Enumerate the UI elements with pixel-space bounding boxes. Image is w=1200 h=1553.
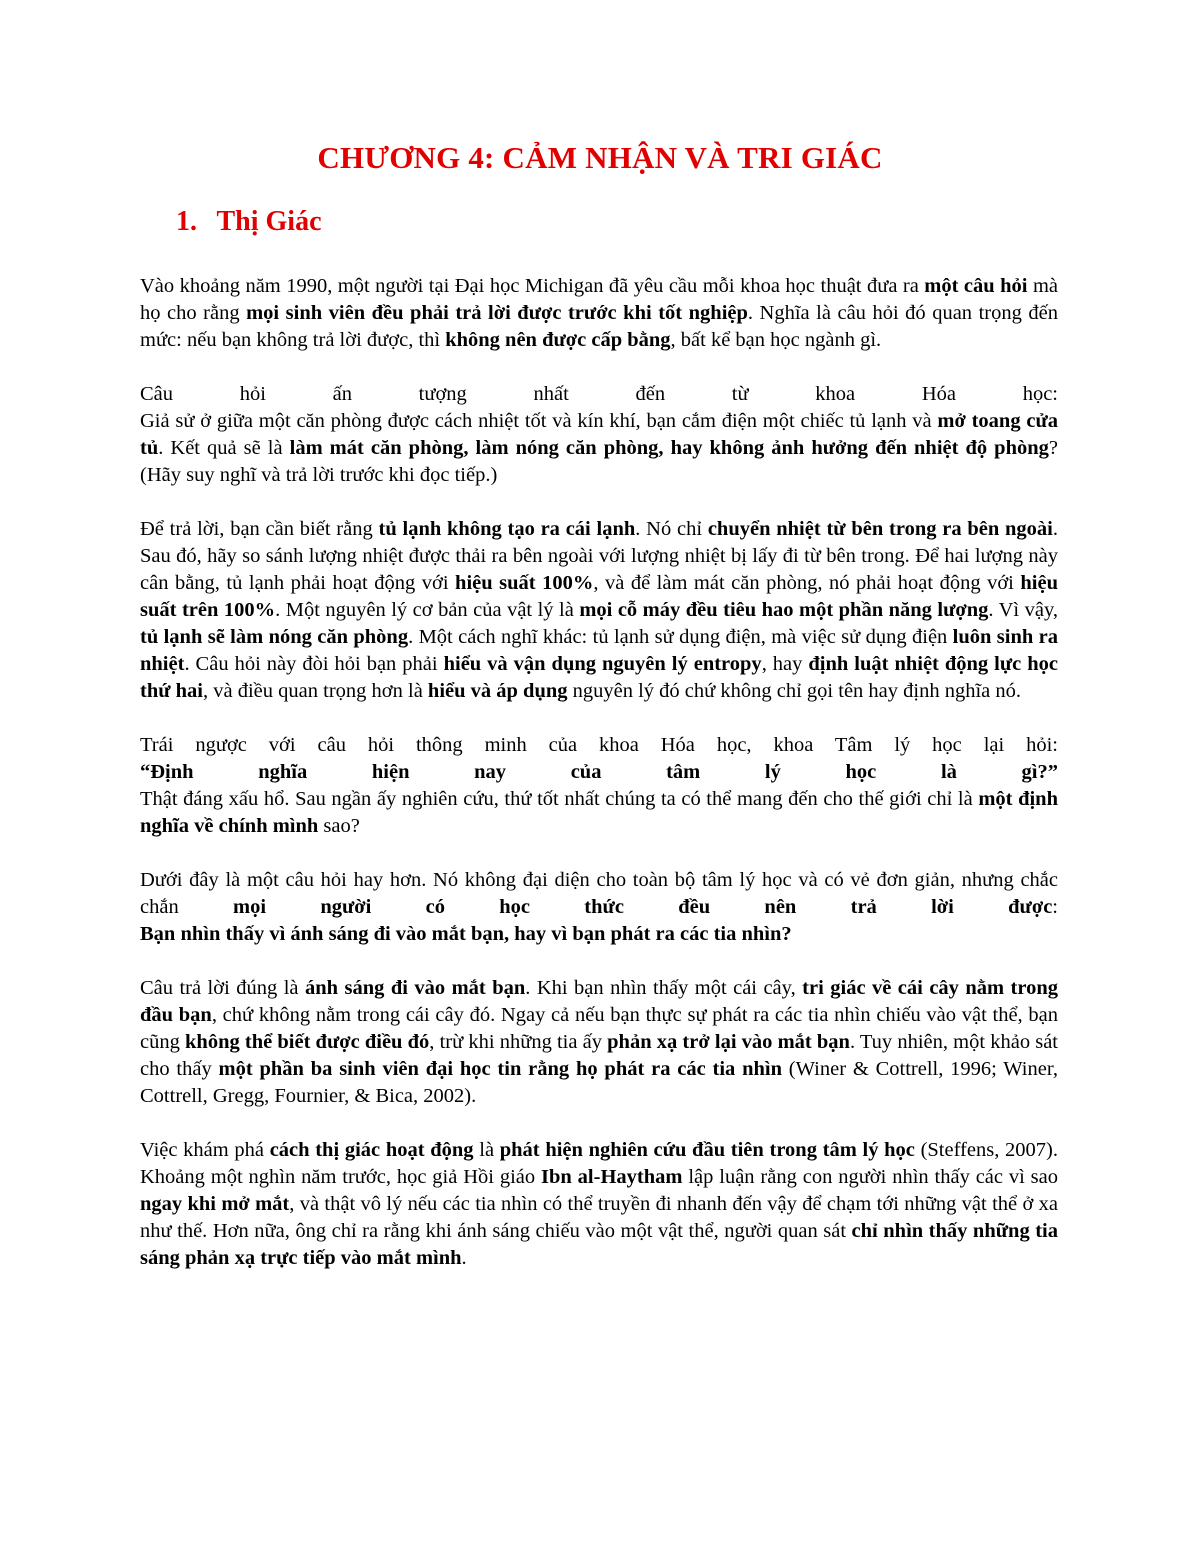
- body-text: . Kết quả sẽ là: [158, 437, 290, 459]
- bold-text: phản xạ trở lại vào mắt bạn: [607, 1031, 850, 1053]
- bold-text: phát hiện nghiên cứu đầu tiên trong tâm lý học: [499, 1139, 915, 1161]
- bold-text: chuyển nhiệt từ bên trong ra bên ngoài: [707, 518, 1053, 540]
- section-title: Thị Giác: [216, 206, 322, 237]
- bold-text: định luật nhiệt động lực học thứ hai: [140, 653, 1058, 702]
- body-text: nguyên lý đó chứ không chỉ gọi tên hay định nghĩa nó.: [567, 680, 1022, 702]
- bold-text: luôn sinh ra nhiệt: [140, 626, 1058, 675]
- paragraph-6: [140, 975, 1058, 1110]
- bold-text: tủ lạnh không tạo ra cái lạnh: [378, 518, 636, 540]
- body-text: , và thật vô lý nếu các tia nhìn có thể truyền đi nhanh đến vậy để chạm tới những vật thể ở xa như thế. Hơn nữa, ông chỉ ra rằng khi ánh sáng chiếu vào một vật thể, người quan sát: [140, 1193, 1058, 1242]
- paragraph-4: [140, 732, 1058, 840]
- body-text: , chứ không nằm trong cái cây đó. Ngay cả nếu bạn thực sự phát ra các tia nhìn chiếu vào vật thể, bạn cũng: [140, 1004, 1058, 1053]
- bold-text: ngay khi mở mắt: [140, 1193, 290, 1215]
- document-body: [140, 273, 1058, 1299]
- body-text: . Nghĩa là câu hỏi đó quan trọng đến mức: nếu bạn không trả lời được, thì: [140, 302, 1058, 351]
- section-number: 1.: [176, 206, 197, 237]
- body-text: Để trả lời, bạn cần biết rằng: [140, 518, 379, 540]
- body-text: . Khi bạn nhìn thấy một cái cây,: [525, 977, 803, 999]
- bold-text: hiểu và áp dụng: [427, 680, 568, 702]
- chapter-title: CHƯƠNG 4: CẢM NHẬN VÀ TRI GIÁC: [317, 140, 883, 175]
- bold-text: mọi cỗ máy đều tiêu hao một phần năng lượng: [579, 599, 989, 621]
- bold-text: làm mát căn phòng, làm nóng căn phòng, hay không ảnh hưởng đến nhiệt độ phòng: [289, 437, 1049, 459]
- bold-text: không thể biết được điều đó: [185, 1031, 430, 1053]
- section-heading: [176, 206, 322, 238]
- bold-text: hiệu suất trên 100%: [140, 572, 1058, 621]
- body-text: , hay: [761, 653, 809, 675]
- bold-text: một câu hỏi: [924, 275, 1028, 297]
- body-text: Việc khám phá: [140, 1139, 270, 1161]
- body-text: . Nó chỉ: [635, 518, 708, 540]
- body-text: Vào khoảng năm 1990, một người tại Đại học Michigan đã yêu cầu mỗi khoa học thuật đưa ra: [140, 275, 925, 297]
- paragraph-7: [140, 1137, 1058, 1272]
- body-text: :: [1052, 896, 1058, 918]
- paragraph-2: [140, 381, 1058, 489]
- bold-text: mở toang cửa tủ: [140, 410, 1058, 459]
- paragraph-5-lead: [140, 867, 1058, 921]
- bold-text: một phần ba sinh viên đại học tin rằng họ phát ra các tia nhìn: [218, 1058, 782, 1080]
- paragraph-3: [140, 516, 1058, 705]
- bold-text: hiệu suất 100%: [455, 572, 594, 594]
- body-text: Dưới đây là một câu hỏi hay hơn. Nó không đại diện cho toàn bộ tâm lý học và có vẻ đơn giản, nhưng chắc chắn: [140, 869, 1058, 918]
- bold-text: Bạn nhìn thấy vì ánh sáng đi vào mắt bạn, hay vì bạn phát ra các tia nhìn?: [140, 923, 792, 945]
- body-text: , trừ khi những tia ấy: [429, 1031, 608, 1053]
- body-text: . Một nguyên lý cơ bản của vật lý là: [275, 599, 580, 621]
- body-text: là: [473, 1139, 500, 1161]
- body-text: . Tuy nhiên, một khảo sát cho thấy: [140, 1031, 1058, 1080]
- body-text: .: [461, 1247, 467, 1269]
- bold-text: tủ lạnh sẽ làm nóng căn phòng: [140, 626, 409, 648]
- body-text: . Một cách nghĩ khác: tủ lạnh sử dụng điện, mà việc sử dụng điện: [408, 626, 953, 648]
- body-text: . Sau đó, hãy so sánh lượng nhiệt được thải ra bên ngoài với lượng nhiệt bị lấy đi từ bên trong. Để hai lượng này cân bằng, tủ lạnh phải hoạt động với: [140, 518, 1059, 594]
- body-text: (Steffens, 2007). Khoảng một nghìn năm trước, học giả Hồi giáo: [140, 1139, 1058, 1188]
- body-text: . Câu hỏi này đòi hỏi bạn phải: [184, 653, 444, 675]
- body-text: (Winer & Cottrell, 1996; Winer, Cottrell, Gregg, Fournier, & Bica, 2002).: [140, 1058, 1058, 1107]
- bold-text: ánh sáng đi vào mắt bạn: [304, 977, 526, 999]
- body-text: Thật đáng xấu hổ. Sau ngần ấy nghiên cứu, thứ tốt nhất chúng ta có thể mang đến cho thế giới chỉ là: [140, 788, 979, 810]
- bold-text: tri giác về cái cây nằm trong đầu bạn: [140, 977, 1059, 1026]
- bold-text: mọi sinh viên đều phải trả lời được trước khi tốt nghiệp: [246, 302, 748, 324]
- body-text: lập luận rằng con người nhìn thấy các vì sao: [682, 1166, 1059, 1188]
- bold-text: mọi người có học thức đều nên trả lời được: [233, 896, 1053, 918]
- body-text: , và để làm mát căn phòng, nó phải hoạt động với: [593, 572, 1021, 594]
- paragraph-1: [140, 273, 1058, 354]
- body-text: Câu trả lời đúng là: [140, 977, 305, 999]
- paragraph-2-lead: Câu hỏi ấn tượng nhất đến từ khoa Hóa học:: [140, 383, 1058, 405]
- bold-text: không nên được cấp bằng: [445, 329, 671, 351]
- body-text: . Vì vậy,: [988, 599, 1058, 621]
- paragraph-5: [140, 867, 1058, 948]
- body-text: Giả sử ở giữa một căn phòng được cách nhiệt tốt và kín khí, bạn cắm điện một chiếc tủ lạnh và: [140, 410, 938, 432]
- bold-text: chỉ nhìn thấy những tia sáng phản xạ trực tiếp vào mắt mình: [140, 1220, 1058, 1269]
- body-text: , bất kể bạn học ngành gì.: [670, 329, 882, 351]
- bold-text: Ibn al-Haytham: [541, 1166, 683, 1188]
- body-text: mà họ cho rằng: [140, 275, 1059, 324]
- body-text: sao?: [318, 815, 360, 837]
- paragraph-4-question: “Định nghĩa hiện nay của tâm lý học là gì?”: [140, 761, 1058, 783]
- body-text: ? (Hãy suy nghĩ và trả lời trước khi đọc tiếp.): [140, 437, 1058, 486]
- body-text: , và điều quan trọng hơn là: [203, 680, 428, 702]
- paragraph-4-lead: Trái ngược với câu hỏi thông minh của khoa Hóa học, khoa Tâm lý học lại hỏi:: [140, 734, 1058, 756]
- bold-text: cách thị giác hoạt động: [269, 1139, 474, 1161]
- bold-text: hiểu và vận dụng nguyên lý entropy: [443, 653, 762, 675]
- bold-text: một định nghĩa về chính mình: [140, 788, 1058, 837]
